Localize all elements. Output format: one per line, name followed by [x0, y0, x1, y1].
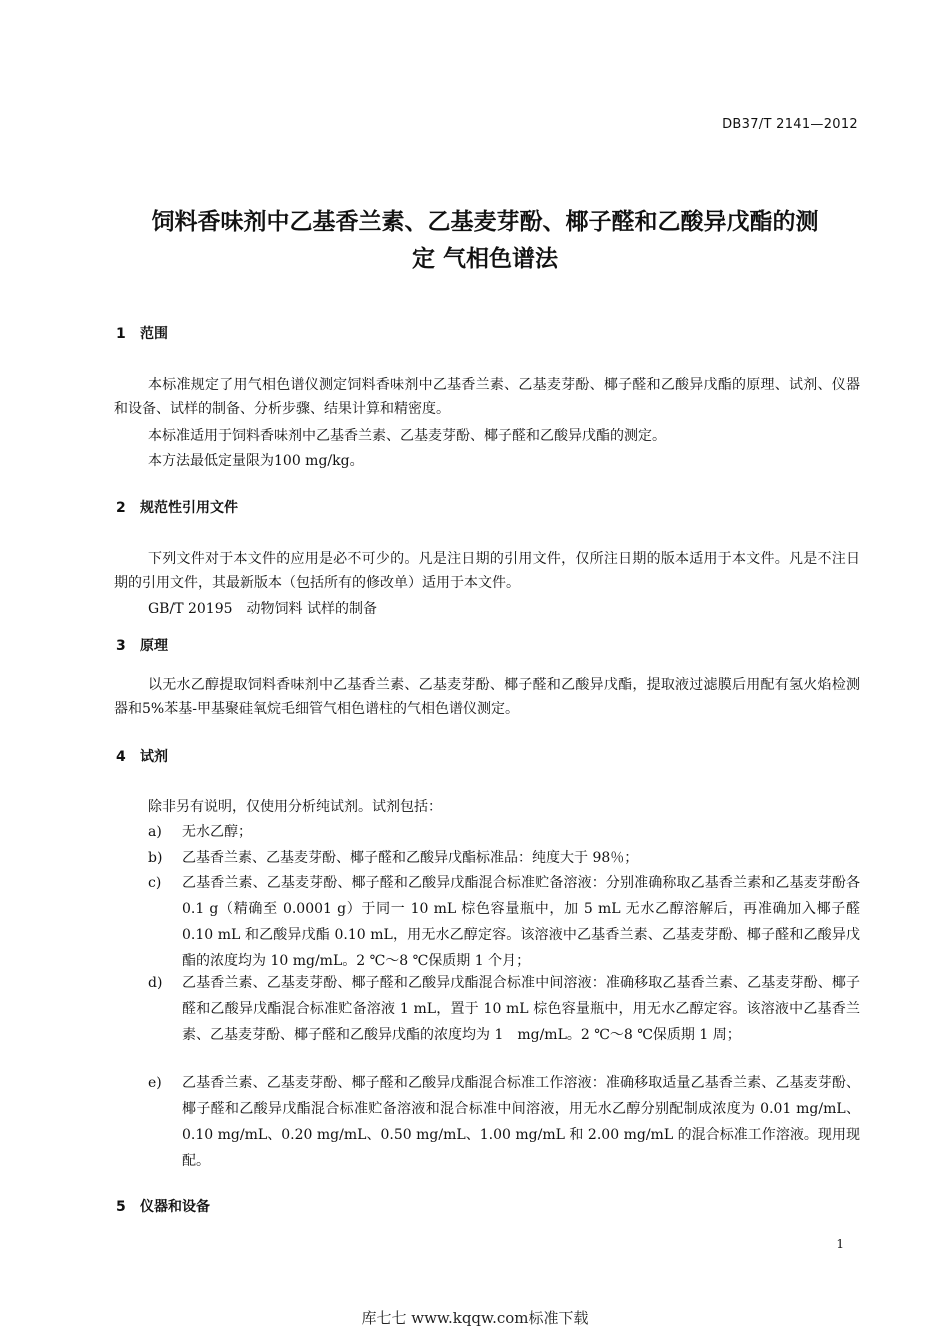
title-line-2: 定 气相色谱法 — [411, 246, 558, 272]
list-text: 乙基香兰素、乙基麦芽酚、椰子醛和乙酸异戊酯混合标准工作溶液：准确移取适量乙基香兰素、乙基麦芽酚、椰子醛和乙酸异戊酯混合标准贮备溶液和混合标准中间溶液，用无水乙醇分别配制成浓度为 0.01 mg/mL、0.10 mg/mL、0.20 mg/mL、0.50 mg/mL、1.00 mg/mL 和 2.00 mg/mL 的混合标准工作溶液。现用现配。 — [182, 1075, 860, 1169]
principle-paragraph: 以无水乙醇提取饲料香味剂中乙基香兰素、乙基麦芽酚、椰子醛和乙酸异戊酯，提取液过滤膜后用配有氢火焰检测器和5%苯基-甲基聚硅氧烷毛细管气相色谱柱的气相色谱仪测定。 — [114, 677, 860, 717]
section-heading-reagents — [116, 747, 168, 767]
reagent-item-c — [148, 870, 860, 974]
title-line-1: 饲料香味剂中乙基香兰素、乙基麦芽酚、椰子醛和乙酸异戊酯的测 — [151, 209, 819, 235]
page-number: 1 — [836, 1237, 844, 1251]
section-number: 3 — [116, 638, 126, 654]
section-number: 4 — [116, 749, 126, 765]
list-text: 乙基香兰素、乙基麦芽酚、椰子醛和乙酸异戊酯混合标准中间溶液：准确移取乙基香兰素、乙基麦芽酚、椰子醛和乙酸异戊酯混合标准贮备溶液 1 mL，置于 10 mL 棕色容量瓶中，用无水乙醇定容。该溶液中乙基香兰素、乙基麦芽酚、椰子醛和乙酸异戊酯的浓度均为 1 mg/mL。2 ℃～8 ℃保质期 1 周； — [182, 975, 860, 1043]
list-marker: a) — [148, 824, 162, 840]
reagent-item-d — [148, 970, 860, 1048]
reagent-item-a — [148, 819, 860, 845]
scope-paragraph-1: 本标准规定了用气相色谱仪测定饲料香味剂中乙基香兰素、乙基麦芽酚、椰子醛和乙酸异戊酯的原理、试剂、仪器和设备、试样的制备、分析步骤、结果计算和精密度。 — [114, 377, 860, 417]
scope-paragraph-3: 本方法最低定量限为100 mg/kg。 — [148, 453, 364, 469]
section-heading-apparatus — [116, 1197, 210, 1217]
footer-watermark: 库七七 www.kqqw.com标准下载 — [361, 1309, 589, 1327]
list-text: 乙基香兰素、乙基麦芽酚、椰子醛和乙酸异戊酯标准品：纯度大于 98％； — [182, 850, 639, 866]
reagent-item-b — [148, 845, 860, 871]
section-number: 1 — [116, 326, 126, 342]
section-title: 试剂 — [140, 749, 168, 765]
section-heading-principle — [116, 636, 168, 656]
section-title: 仪器和设备 — [140, 1199, 210, 1215]
document-title — [108, 204, 862, 278]
section-number: 2 — [116, 500, 126, 516]
standard-code: DB37/T 2141—2012 — [722, 117, 858, 132]
section-number: 5 — [116, 1199, 126, 1215]
list-marker: c) — [148, 875, 162, 891]
list-marker: e) — [148, 1075, 162, 1091]
reference-entry: GB/T 20195 动物饲料 试样的制备 — [148, 601, 377, 617]
scope-paragraph-2: 本标准适用于饲料香味剂中乙基香兰素、乙基麦芽酚、椰子醛和乙酸异戊酯的测定。 — [148, 428, 666, 444]
reagents-intro: 除非另有说明，仅使用分析纯试剂。试剂包括： — [148, 799, 442, 815]
section-heading-scope — [116, 324, 168, 344]
section-heading-refs — [116, 498, 238, 518]
section-title: 范围 — [140, 326, 168, 342]
section-title: 规范性引用文件 — [140, 500, 238, 516]
list-marker: b) — [148, 850, 163, 866]
list-text: 无水乙醇； — [182, 824, 252, 840]
list-text: 乙基香兰素、乙基麦芽酚、椰子醛和乙酸异戊酯混合标准贮备溶液：分别准确称取乙基香兰素和乙基麦芽酚各 0.1 g（精确至 0.0001 g）于同一 10 mL 棕色容量瓶中，加 5 mL 无水乙醇溶解后，再准确加入椰子醛 0.10 mL 和乙酸异戊酯 0.10 mL，用无水乙醇定容。该溶液中乙基香兰素、乙基麦芽酚、椰子醛和乙酸异戊酯的浓度均为 10 mg/mL。2 ℃～8 ℃保质期 1 个月； — [182, 875, 860, 969]
list-marker: d) — [148, 975, 163, 991]
section-title: 原理 — [140, 638, 168, 654]
refs-paragraph-1: 下列文件对于本文件的应用是必不可少的。凡是注日期的引用文件，仅所注日期的版本适用于本文件。凡是不注日期的引用文件，其最新版本（包括所有的修改单）适用于本文件。 — [114, 551, 860, 591]
reagent-item-e — [148, 1070, 860, 1174]
